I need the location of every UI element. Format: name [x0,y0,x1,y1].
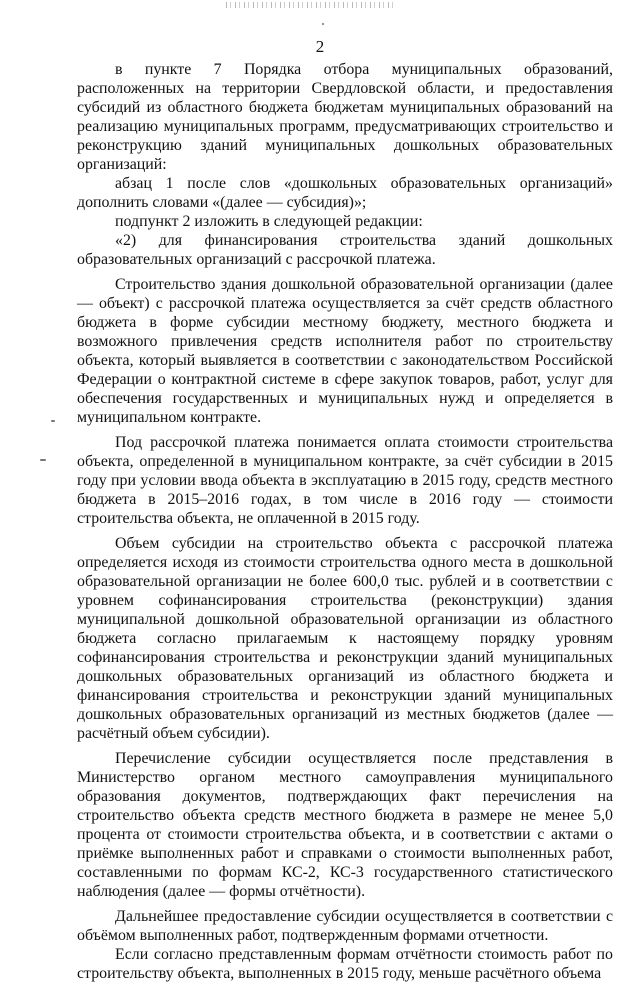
paragraph: в пункте 7 Порядка отбора муниципальных образований, расположенных на территории Свердловской области, и предоставления субсидий из областного бюджета бюджетам муниципальных образований на реализацию муниципальных программ, предусматривающих строительство и реконструкцию зданий муниципальных дошкольных образовательных организаций: [77,61,613,173]
scan-header-noise [226,2,394,8]
paragraph: абзац 1 после слов «дошкольных образовательных организаций» дополнить словами «(далее — субсидия)»; [77,175,613,211]
scan-speck [51,420,55,422]
scan-speck [322,23,324,25]
paragraph: подпункт 2 изложить в следующей редакции: [115,213,423,230]
document-body [77,60,613,983]
paragraph: Если согласно представленным формам отчётности стоимость работ по строительству объекта, выполненных в 2015 году, меньше расчётного объема [77,946,613,982]
scan-speck [40,459,46,461]
paragraph: Под рассрочкой платежа понимается оплата стоимости строительства объекта, определенной в муниципальном контракте, за счёт субсидии в 2015 году при условии ввода объекта в эксплуатацию в 2015 году, средств местного бюджета в 2015–2016 годах, в том числе в 2016 году — стоимости строительства объекта, не оплаченной в 2015 году. [77,434,613,527]
paragraph: Дальнейшее предоставление субсидии осуществляется в соответствии с объёмом выполненных работ, подтвержденным формами отчетности. [77,908,613,944]
paragraph: «2) для финансирования строительства зданий дошкольных образовательных организаций с рассрочкой платежа. [77,232,613,268]
paragraph: Строительство здания дошкольной образовательной организации (далее — объект) с рассрочкой платежа осуществляется за счёт средств областного бюджета в форме субсидии местному бюджету, местного бюджета и возможного привлечения средств исполнителя работ по строительству объекта, который выявляется в соответствии с законодательством Российской Федерации о контрактной системе в сфере закупок товаров, работ, услуг для обеспечения государственных и муниципальных нужд и определяется в муниципальном контракте. [77,276,613,426]
paragraph: Перечисление субсидии осуществляется после представления в Министерство органом местного самоуправления муниципального образования документов, подтверждающих факт перечисления на строительство объекта средств местного бюджета в размере не менее 5,0 процента от стоимости строительства объекта, и в соответствии с актами о приёмке выполненных работ и справками о стоимости выполненных работ, составленными по формам КС-2, КС-3 государственного статистического наблюдения (далее — формы отчётности). [77,750,613,900]
page-number: 2 [315,37,325,56]
paragraph: Объем субсидии на строительство объекта с рассрочкой платежа определяется исходя из стоимости строительства одного места в дошкольной образовательной организации не более 600,0 тыс. рублей и в соответствии с уровнем софинансирования строительства (реконструкции) здания муниципальной дошкольной образовательной организации из областного бюджета согласно прилагаемым к настоящему порядку уровням софинансирования строительства и реконструкции зданий муниципальных дошкольных образовательных организаций из областного бюджета и финансирования строительства и реконструкции зданий муниципальных дошкольных образовательных организаций из местных бюджетов (далее — расчётный объем субсидии). [77,535,613,742]
